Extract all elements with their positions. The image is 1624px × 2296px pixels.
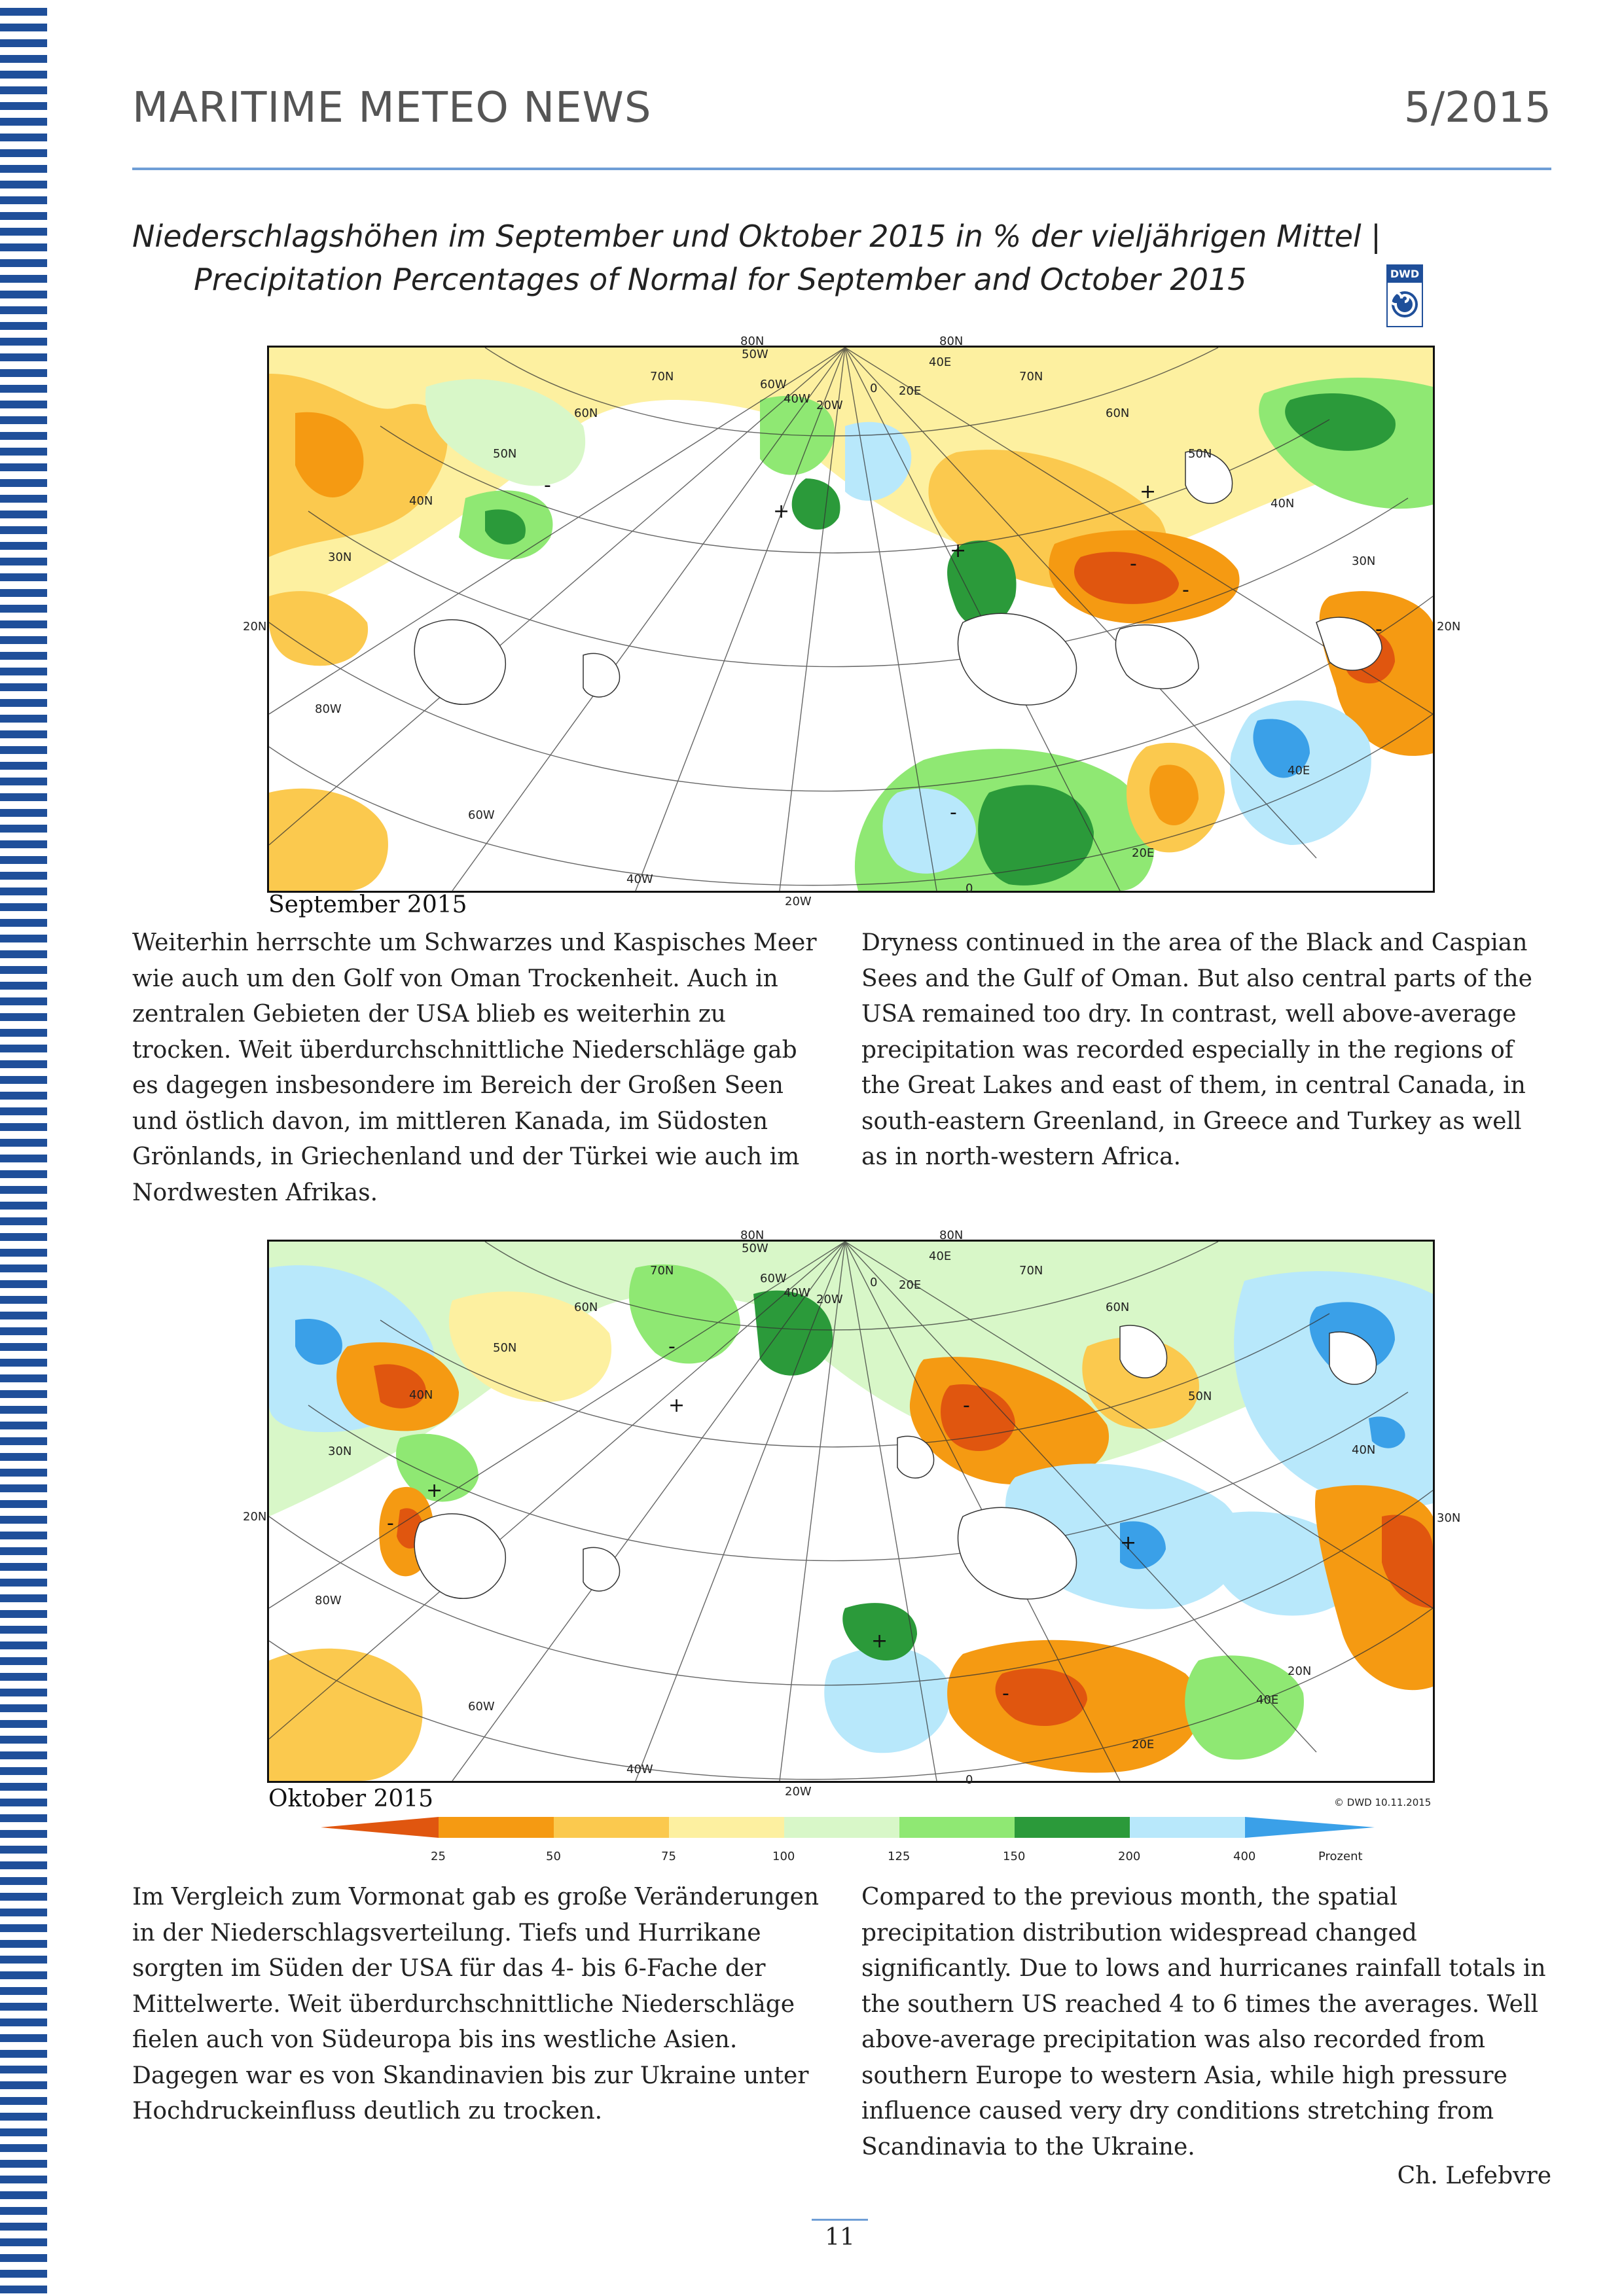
- legend-tick-label: 25: [431, 1850, 446, 1863]
- lon-label: 20E: [899, 384, 922, 398]
- lon-label: 50W: [742, 1242, 768, 1255]
- lon-label: 60W: [468, 808, 495, 822]
- lon-label: 20E: [899, 1278, 922, 1292]
- svg-text:+: +: [1120, 1532, 1137, 1554]
- paragraph: Weiterhin herrschte um Schwarzes und Kaspisches Meer wie auch um den Golf von Oman Trockenheit. Auch in zentralen Gebieten der USA blieb es weiterhin zu trocken. Weit überdurchschnittliche Niederschläge gab es dagegen insbesondere im Bereich der Großen Seen und östlich davon, im mittleren Kanada, im Südosten Grönlands, in Griechenland und der Türkei wie auch im Nordwesten Afrikas.: [132, 929, 817, 1206]
- legend-swatch: [1130, 1817, 1245, 1838]
- lat-label: 60N: [1106, 406, 1130, 420]
- legend-tick-label: 100: [772, 1850, 795, 1863]
- lon-label: 40E: [1256, 1693, 1279, 1707]
- map-month-label-september: September 2015: [268, 891, 467, 918]
- lon-label: 20E: [1132, 846, 1155, 860]
- decorative-side-stripes: [0, 0, 47, 2296]
- lat-label: 20N: [243, 620, 267, 634]
- legend-swatch: [554, 1817, 669, 1838]
- map-copyright: © DWD 10.11.2015: [1334, 1797, 1432, 1808]
- legend-swatch: [669, 1817, 784, 1838]
- svg-text:-: -: [1130, 552, 1137, 575]
- legend-swatch: [321, 1817, 439, 1838]
- lat-label: 20N: [1288, 1664, 1312, 1678]
- paragraph: Compared to the previous month, the spatial precipitation distribution widespread changed significantly. Due to lows and hurricanes rainfall totals in the southern US reached 4 to 6 times the averages. Well above-average precipitation was also recorded from southern Europe to western Asia, while high pressure influence caused very dry conditions stretching from Scandinavia to the Ukraine.: [861, 1884, 1546, 2161]
- lat-label: 20N: [243, 1510, 267, 1524]
- text-september-english: [861, 925, 1551, 1175]
- lon-label: 20W: [816, 1293, 843, 1306]
- legend-color-bar: [321, 1817, 1375, 1838]
- lat-label: 50N: [493, 447, 517, 461]
- lat-label: 80N: [939, 334, 964, 348]
- legend-tick-label: 75: [661, 1850, 676, 1863]
- lon-label: 0: [870, 1276, 878, 1289]
- page-header: [132, 84, 1551, 136]
- lon-label: 80W: [315, 1594, 342, 1607]
- lon-label: 80W: [315, 702, 342, 716]
- lat-label: 20N: [1437, 620, 1461, 634]
- legend-tick-label: 400: [1233, 1850, 1256, 1863]
- text-october-german: [132, 1880, 820, 2130]
- legend-tick-label: 200: [1118, 1850, 1141, 1863]
- lon-label: 40W: [626, 872, 653, 886]
- precipitation-map-september: [269, 348, 1433, 891]
- lon-label: 60W: [760, 1272, 787, 1285]
- paragraph: Dryness continued in the area of the Black and Caspian Sees and the Gulf of Oman. But also central parts of the USA remained too dry. In contrast, well above-average precipitation was recorded especially in the regions of the Great Lakes and east of them, in central Canada, in south-eastern Greenland, in Greece and Turkey as well as in north-western Africa.: [861, 929, 1532, 1170]
- svg-text:+: +: [871, 1630, 888, 1653]
- lon-label: 0: [965, 882, 973, 895]
- lon-label: 20W: [785, 1785, 812, 1799]
- issue-number: 5/2015: [1403, 84, 1551, 132]
- text-september-german: [132, 925, 820, 1211]
- lat-label: 60N: [574, 1300, 598, 1314]
- svg-text:-: -: [544, 474, 551, 497]
- lat-label: 40N: [409, 1388, 433, 1402]
- author-signature: Ch. Lefebvre: [1397, 2162, 1551, 2189]
- lat-label: 40N: [1271, 497, 1295, 511]
- lat-label: 80N: [740, 1229, 765, 1242]
- lat-label: 50N: [493, 1341, 517, 1355]
- lon-label: 40W: [784, 1286, 810, 1300]
- legend-swatch: [899, 1817, 1015, 1838]
- legend-swatch: [1015, 1817, 1130, 1838]
- lat-label: 40N: [409, 494, 433, 508]
- svg-text:+: +: [773, 500, 790, 523]
- lon-label: 0: [965, 1773, 973, 1787]
- legend-tick-label: 125: [888, 1850, 911, 1863]
- figure-title-german: Niederschlagshöhen im September und Oktober 2015 in % der vieljährigen Mittel |: [132, 219, 1381, 254]
- lat-label: 70N: [1019, 370, 1043, 384]
- svg-text:+: +: [950, 539, 967, 562]
- page-number: 11: [825, 2224, 855, 2251]
- legend-tick-label: 50: [546, 1850, 561, 1863]
- lat-label: 30N: [328, 550, 352, 564]
- lon-label: 60W: [468, 1700, 495, 1713]
- svg-text:-: -: [950, 801, 957, 824]
- svg-text:-: -: [1375, 618, 1382, 641]
- map-month-label-october: Oktober 2015: [268, 1785, 434, 1812]
- dwd-logo: [1386, 264, 1423, 327]
- lon-label: 60W: [760, 378, 787, 391]
- lon-label: 0: [870, 382, 878, 395]
- dwd-swirl-icon: [1388, 283, 1422, 326]
- lat-label: 60N: [574, 406, 598, 420]
- svg-text:-: -: [1182, 579, 1189, 601]
- lat-label: 50N: [1188, 447, 1212, 461]
- lon-label: 20W: [816, 399, 843, 412]
- lat-label: 70N: [650, 1264, 674, 1278]
- lon-label: 50W: [742, 348, 768, 361]
- dwd-logo-text: DWD: [1388, 266, 1422, 283]
- lat-label: 70N: [650, 370, 674, 384]
- lat-label: 40N: [1352, 1443, 1376, 1457]
- header-divider: [132, 168, 1551, 170]
- lat-label: 30N: [1437, 1511, 1461, 1525]
- lat-label: 60N: [1106, 1300, 1130, 1314]
- lon-label: 20E: [1132, 1738, 1155, 1751]
- lat-label: 30N: [328, 1444, 352, 1458]
- legend-tick-label: 150: [1003, 1850, 1026, 1863]
- lat-label: 50N: [1188, 1390, 1212, 1403]
- lon-label: 40E: [929, 1249, 952, 1263]
- svg-text:-: -: [963, 1394, 970, 1417]
- lat-label: 80N: [939, 1229, 964, 1242]
- lat-label: 30N: [1352, 554, 1376, 568]
- newsletter-title: MARITIME METEO NEWS: [132, 84, 652, 132]
- legend-swatch: [439, 1817, 554, 1838]
- svg-text:-: -: [387, 1512, 394, 1535]
- lon-label: 40W: [784, 392, 810, 406]
- lon-label: 20W: [785, 895, 812, 908]
- page-number-rule: [812, 2219, 868, 2221]
- lon-label: 40E: [929, 355, 952, 369]
- svg-text:+: +: [1140, 480, 1157, 503]
- lat-label: 70N: [1019, 1264, 1043, 1278]
- svg-text:-: -: [1002, 1682, 1009, 1705]
- legend-swatch: [784, 1817, 899, 1838]
- legend-unit: Prozent: [1318, 1850, 1363, 1863]
- lon-label: 40W: [626, 1763, 653, 1776]
- figure-title-english: Precipitation Percentages of Normal for September and October 2015: [194, 262, 1247, 297]
- legend-swatch: [1245, 1817, 1375, 1838]
- lon-label: 40E: [1288, 764, 1310, 778]
- paragraph: Im Vergleich zum Vormonat gab es große Veränderungen in der Niederschlagsverteilung. Tiefs und Hurrikane sorgten im Süden der USA für das 4- bis 6-Fache der Mittelwerte. Weit überdurchschnittliche Niederschläge fielen auch von Südeuropa bis ins westliche Asien. Dagegen war es von Skandinavien bis zur Ukraine unter Hochdruckeinfluss deutlich zu trocken.: [132, 1884, 820, 2125]
- lat-label: 80N: [740, 334, 765, 348]
- svg-text:+: +: [668, 1394, 685, 1417]
- svg-text:+: +: [426, 1479, 443, 1502]
- text-october-english: [861, 1880, 1551, 2165]
- svg-text:-: -: [668, 1335, 676, 1358]
